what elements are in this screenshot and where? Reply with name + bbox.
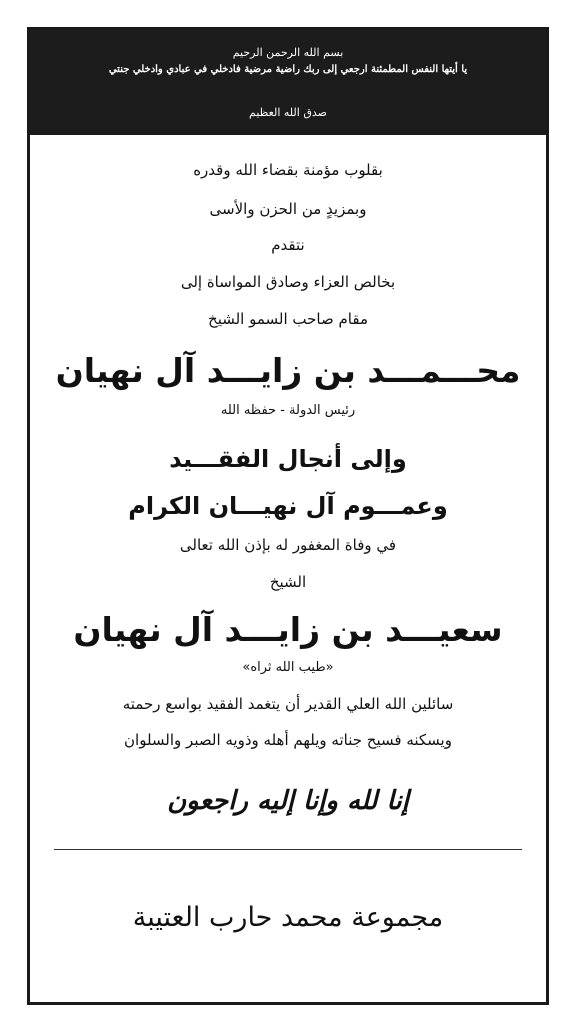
sender-signature: مجموعة محمد حارب العتيبة (132, 902, 444, 933)
intro-line-1: بقلوب مؤمنة بقضاء الله وقدره (193, 161, 383, 179)
basmala: بسم الله الرحمن الرحيم (232, 46, 344, 59)
calligraphy-inna-lillah: إنا لله وإنا إليه راجعون (167, 786, 409, 816)
verse-closing: صدق الله العظيم (249, 106, 327, 119)
recipient-name: محـــمـــد بن زايـــد آل نهيان (55, 351, 521, 390)
prayer-line-1: سائلين الله العلي القدير أن يتغمد الفقيد بواسع رحمته (122, 695, 454, 713)
passing-line: في وفاة المغفور له بإذن الله تعالى (179, 536, 397, 554)
intro-line-3: نتقدم (271, 236, 305, 254)
intro-line-4: بخالص العزاء وصادق المواساة إلى (180, 273, 396, 291)
family-line: وعمـــوم آل نهيـــان الكرام (128, 492, 448, 520)
condolence-notice (27, 27, 549, 1005)
divider (54, 849, 522, 850)
deceased-name: سعيـــد بن زايـــد آل نهيان (73, 610, 503, 649)
sons-line: وإلى أنجال الفقـــيد (169, 445, 407, 473)
recipient-title: رئيس الدولة - حفظه الله (220, 403, 356, 418)
intro-line-2: وبمزيدٍ من الحزن والأسى (209, 200, 367, 218)
quran-verse: يا أيتها النفس المطمئنة ارجعي إلى ربك راضية مرضية فادخلي في عبادي وادخلي جنتي (108, 64, 468, 75)
prayer-line-2: ويسكنه فسيح جناته ويلهم أهله وذويه الصبر والسلوان (124, 731, 452, 749)
blessing: «طيب الله ثراه» (242, 660, 334, 675)
quran-verse-banner (30, 30, 546, 135)
sheikh-title: الشيخ (269, 573, 307, 591)
intro-line-5: مقام صاحب السمو الشيخ (208, 310, 368, 328)
